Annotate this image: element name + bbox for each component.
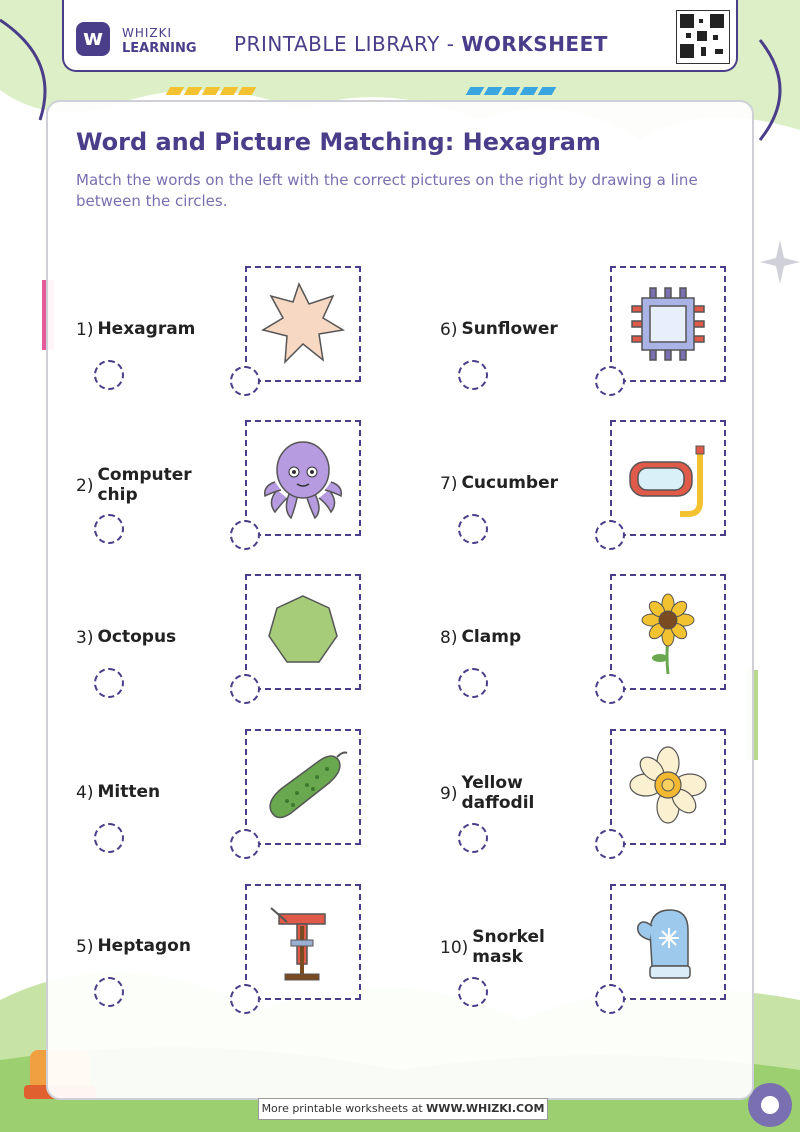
- picture-match-circle-2[interactable]: [230, 520, 260, 550]
- mitten-icon: [622, 896, 714, 988]
- picture-match-circle-7[interactable]: [595, 520, 625, 550]
- picture-box-heptagon: [245, 574, 361, 690]
- picture-box-sunflower: [610, 574, 726, 690]
- word-match-circle-9[interactable]: [458, 823, 488, 853]
- worksheet-instructions: Match the words on the left with the correct pictures on the right by drawing a line between the circles.: [76, 171, 698, 210]
- heptagon-icon: [257, 586, 349, 678]
- word-text: Heptagon: [97, 936, 191, 956]
- word-number: 7): [440, 474, 458, 494]
- word-match-circle-8[interactable]: [458, 668, 488, 698]
- word-text: Mitten: [97, 782, 161, 802]
- daffodil-icon: [622, 741, 714, 833]
- word-item-2: [76, 466, 207, 505]
- word-item-10: [440, 928, 582, 967]
- word-number: 1): [76, 320, 94, 340]
- picture-box-clamp: [245, 884, 361, 1000]
- computer-chip-icon: [622, 278, 714, 370]
- picture-box-daffodil: [610, 729, 726, 845]
- word-number: 6): [440, 320, 458, 340]
- word-match-circle-5[interactable]: [94, 977, 124, 1007]
- picture-box-mitten: [610, 884, 726, 1000]
- word-text: Sunflower: [461, 319, 558, 339]
- footer-prefix: More printable worksheets at: [261, 1102, 427, 1115]
- picture-box-computer-chip: [610, 266, 726, 382]
- word-text: Octopus: [97, 627, 177, 647]
- clamp-icon: [257, 896, 349, 988]
- word-number: 2): [76, 476, 94, 496]
- word-text: Hexagram: [97, 319, 196, 339]
- picture-box-snorkel-mask: [610, 420, 726, 536]
- picture-box-octopus: [245, 420, 361, 536]
- decorative-stripes-yellow: [168, 80, 258, 99]
- word-match-circle-1[interactable]: [94, 360, 124, 390]
- decorative-stripes-blue: [468, 80, 558, 99]
- picture-match-circle-4[interactable]: [230, 829, 260, 859]
- logo-text-learning: LEARNING: [122, 41, 197, 56]
- header-title-emphasis: WORKSHEET: [461, 32, 608, 56]
- word-number: 4): [76, 783, 94, 803]
- snorkel-mask-icon: [622, 432, 714, 524]
- word-match-circle-3[interactable]: [94, 668, 124, 698]
- picture-box-hexagram: [245, 266, 361, 382]
- word-number: 5): [76, 937, 94, 957]
- picture-match-circle-10[interactable]: [595, 984, 625, 1014]
- word-number: 9): [440, 784, 458, 804]
- word-item-3: [76, 628, 207, 648]
- footer-site-link[interactable]: WWW.WHIZKI.COM: [426, 1102, 545, 1115]
- word-number: 8): [440, 628, 458, 648]
- site-header: [62, 0, 738, 72]
- word-text: Clamp: [461, 627, 522, 647]
- word-item-5: [76, 937, 207, 957]
- word-item-6: [440, 320, 571, 340]
- word-text: Snorkel mask: [472, 927, 545, 967]
- picture-match-circle-8[interactable]: [595, 674, 625, 704]
- picture-match-circle-3[interactable]: [230, 674, 260, 704]
- picture-match-circle-5[interactable]: [230, 984, 260, 1014]
- logo-text-whizki: WHIZKI: [122, 26, 173, 40]
- word-item-4: [76, 783, 207, 803]
- word-item-8: [440, 628, 571, 648]
- picture-box-cucumber: [245, 729, 361, 845]
- cucumber-icon: [257, 741, 349, 833]
- word-text: Yellow daffodil: [461, 773, 535, 813]
- picture-match-circle-6[interactable]: [595, 366, 625, 396]
- word-match-circle-7[interactable]: [458, 514, 488, 544]
- qr-code-icon[interactable]: [676, 10, 730, 64]
- footer-banner: [258, 1098, 548, 1120]
- word-match-circle-10[interactable]: [458, 977, 488, 1007]
- sunflower-icon: [622, 586, 714, 678]
- word-number: 3): [76, 628, 94, 648]
- worksheet-title: Word and Picture Matching: Hexagram: [76, 128, 601, 156]
- word-match-circle-6[interactable]: [458, 360, 488, 390]
- word-item-1: [76, 320, 207, 340]
- word-item-9: [440, 774, 571, 813]
- word-number: 10): [440, 938, 469, 958]
- word-text: Computer chip: [97, 465, 192, 505]
- hexagram-star-icon: [257, 278, 349, 370]
- picture-match-circle-9[interactable]: [595, 829, 625, 859]
- octopus-icon: [257, 432, 349, 524]
- word-match-circle-4[interactable]: [94, 823, 124, 853]
- picture-match-circle-1[interactable]: [230, 366, 260, 396]
- whizki-logo-icon[interactable]: [76, 22, 110, 56]
- header-title: [234, 32, 608, 56]
- word-match-circle-2[interactable]: [94, 514, 124, 544]
- logo-letter: w: [82, 26, 104, 51]
- header-title-prefix: PRINTABLE LIBRARY -: [234, 32, 462, 56]
- word-text: Cucumber: [461, 473, 559, 493]
- word-item-7: [440, 474, 571, 494]
